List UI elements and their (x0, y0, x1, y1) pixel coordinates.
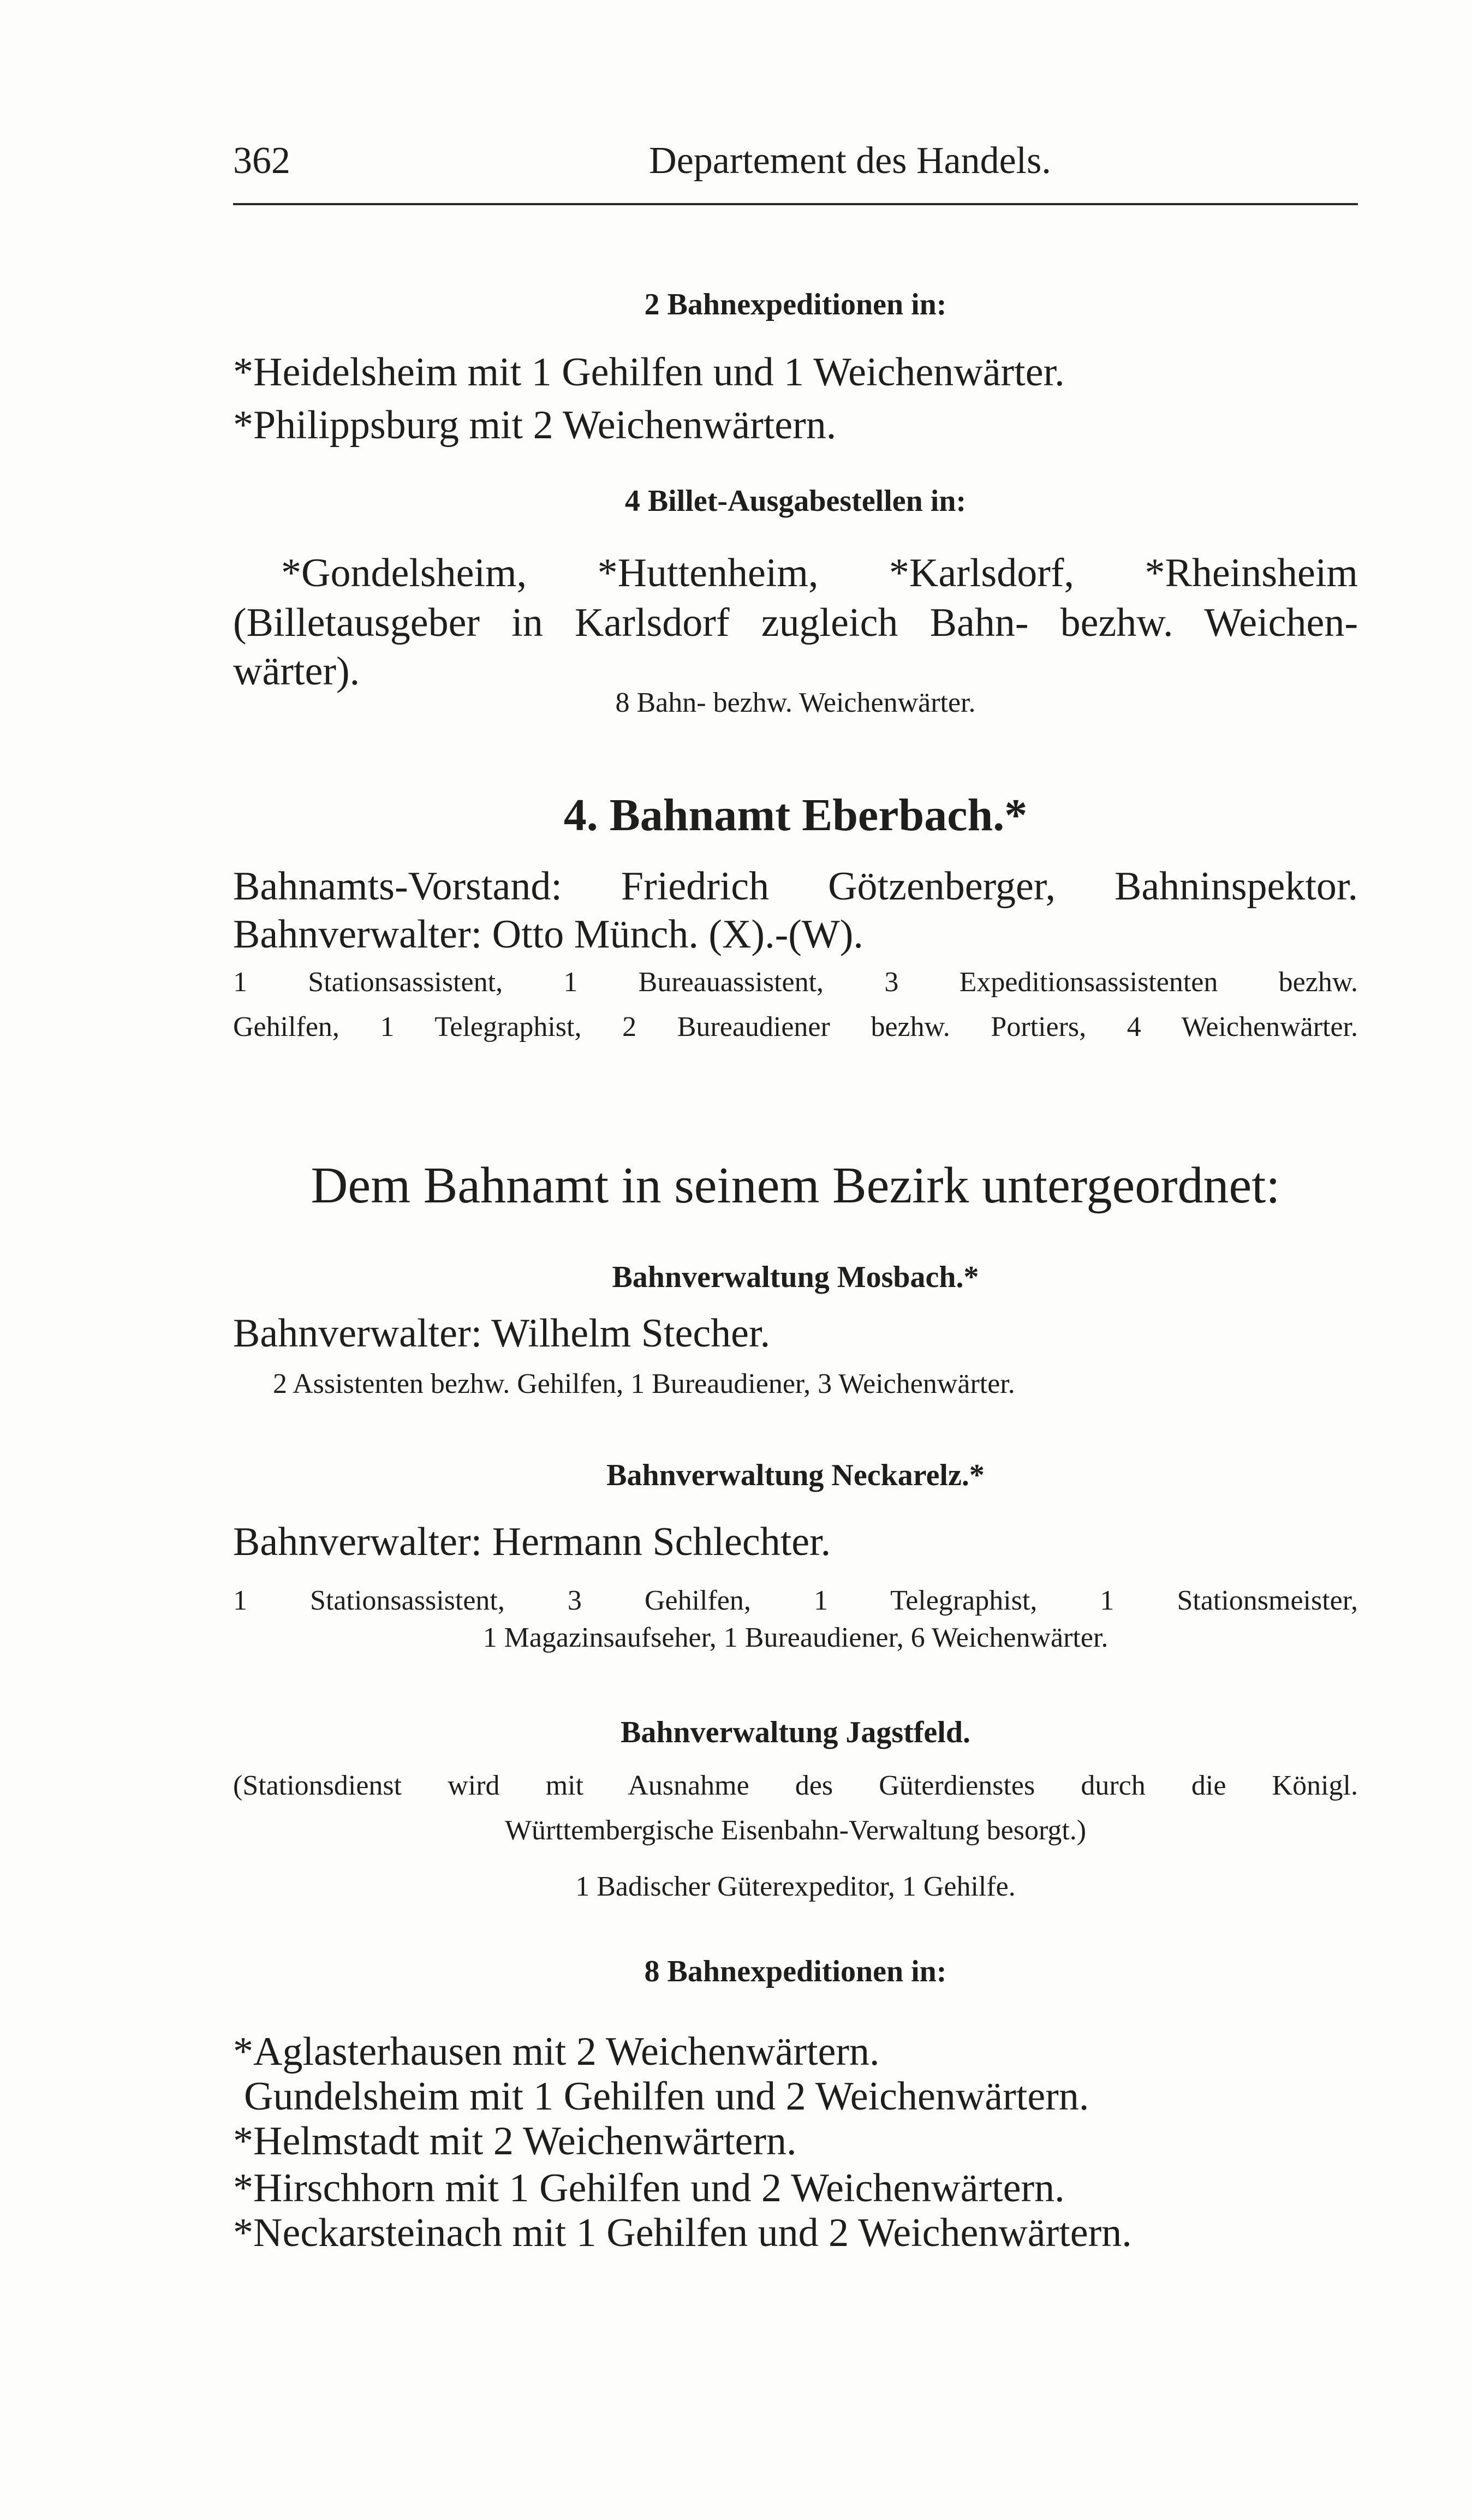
staff-line: 1 Stationsassistent, 3 Gehilfen, 1 Telegraphist, 1 Stationsmeister, (233, 1585, 1358, 1616)
entry-line: *Philippsburg mit 2 Weichenwärtern. (233, 403, 837, 448)
heading-jagstfeld: Bahnverwaltung Jagstfeld. (621, 1715, 970, 1749)
heading-bahnexpeditionen: 2 Bahnexpeditionen in: (644, 288, 947, 321)
entry-line: (Billetausgeber in Karlsdorf zugleich Bahn- bezhw. Weichen- (233, 600, 1358, 645)
staff-line: 1 Badischer Güterexpeditor, 1 Gehilfe. (575, 1871, 1016, 1902)
entry-line: *Helmstadt mit 2 Weichenwärtern. (233, 2119, 797, 2164)
staff-line: 1 Stationsassistent, 1 Bureauassistent, 3 Expeditionsassistenten bezhw. (233, 967, 1358, 998)
note-line: (Stationsdienst wird mit Ausnahme des Güterdienstes durch die Königl. (233, 1770, 1358, 1801)
manager-line: Bahnverwalter: Otto Münch. (X).-(W). (233, 912, 863, 957)
entry-line: Gundelsheim mit 1 Gehilfen und 2 Weichenwärtern. (244, 2074, 1089, 2119)
manager-line: Bahnverwalter: Wilhelm Stecher. (233, 1311, 771, 1356)
section-title: 4. Bahnamt Eberbach.* (563, 790, 1028, 841)
running-title: Departement des Handels. (649, 140, 1051, 182)
staff-line: Gehilfen, 1 Telegraphist, 2 Bureaudiener bezhw. Portiers, 4 Weichenwärter. (233, 1011, 1358, 1042)
header-rule (233, 203, 1358, 205)
staff-line: 2 Assistenten bezhw. Gehilfen, 1 Bureaudiener, 3 Weichenwärter. (273, 1368, 1015, 1399)
heading-billet: 4 Billet-Ausgabestellen in: (624, 484, 967, 518)
staff-line: 1 Magazinsaufseher, 1 Bureaudiener, 6 Weichenwärter. (482, 1622, 1109, 1653)
entry-line: *Heidelsheim mit 1 Gehilfen und 1 Weichenwärter. (233, 350, 1065, 395)
entry-line: *Aglasterhausen mit 2 Weichenwärtern. (233, 2029, 880, 2074)
heading-expeditions: 8 Bahnexpeditionen in: (644, 1955, 947, 1988)
heading-neckarelz: Bahnverwaltung Neckarelz.* (606, 1458, 985, 1492)
heading-mosbach: Bahnverwaltung Mosbach.* (612, 1260, 979, 1294)
page-number: 362 (233, 140, 290, 182)
director-line: Bahnamts-Vorstand: Friedrich Götzenberger, Bahninspektor. (233, 864, 1358, 909)
staff-note: 8 Bahn- bezhw. Weichenwärter. (615, 687, 976, 718)
manager-line: Bahnverwalter: Hermann Schlechter. (233, 1520, 831, 1564)
subordinate-title: Dem Bahnamt in seinem Bezirk untergeordnet: (311, 1157, 1280, 1214)
entry-line: *Neckarsteinach mit 1 Gehilfen und 2 Weichenwärtern. (233, 2211, 1132, 2255)
entry-line: *Hirschhorn mit 1 Gehilfen und 2 Weichenwärtern. (233, 2166, 1065, 2211)
note-line: Württembergische Eisenbahn-Verwaltung besorgt.) (504, 1815, 1087, 1846)
entry-line: wärter). (233, 649, 360, 694)
entry-line: *Gondelsheim, *Huttenheim, *Karlsdorf, *Rheinsheim (281, 551, 1358, 595)
